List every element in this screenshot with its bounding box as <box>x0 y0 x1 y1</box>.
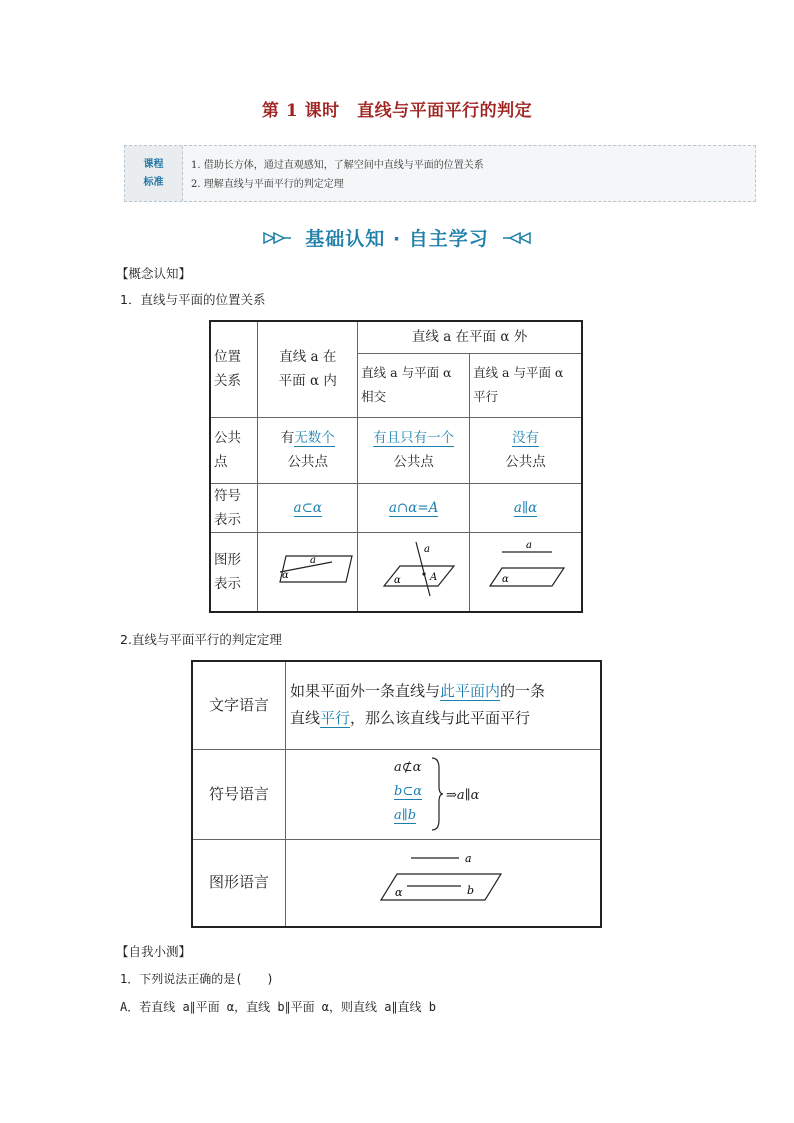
cell-intersect-common: 有且只有一个 公共点 <box>358 417 470 483</box>
svg-text:α: α <box>501 573 509 585</box>
svg-text:a: a <box>465 852 472 866</box>
position-relation-table <box>209 320 583 613</box>
cell-parallel-common: 没有 公共点 <box>470 417 582 483</box>
answer-blank: 平行 <box>320 709 351 728</box>
svg-text:b: b <box>467 884 475 898</box>
cell-theorem-text: 如果平面外一条直线与此平面内的一条 直线平行，那么该直线与此平面平行 <box>286 661 602 749</box>
concept-header: 【概念认知】 <box>116 266 192 281</box>
section1-title: 1．直线与平面的位置关系 <box>120 292 266 307</box>
section-banner <box>0 224 794 251</box>
row-header-symbol: 符号 表示 <box>210 483 258 532</box>
col-outside-plane: 直线 a 在平面 α 外 <box>358 321 582 353</box>
answer-blank: 无数个 <box>294 430 335 446</box>
course-standard-box <box>124 145 756 202</box>
svg-text:α: α <box>281 569 289 581</box>
row-header-relation: 位置 关系 <box>210 321 258 417</box>
figure-theorem <box>373 850 513 906</box>
svg-text:a: a <box>309 554 316 566</box>
cell-figure-intersect <box>358 532 470 612</box>
cell-symbol-in <box>258 483 358 532</box>
row-header-symbol-language: 符号语言 <box>192 749 286 839</box>
answer-blank: a∥b <box>394 808 417 823</box>
banner-text: 基础认知 · 自主学习 <box>305 228 489 250</box>
cell-figure-parallel <box>470 532 582 612</box>
answer-blank: a∩α=A <box>388 499 439 516</box>
page-title: 第 1 课时 直线与平面平行的判定 <box>261 101 533 121</box>
svg-text:α: α <box>395 886 403 900</box>
row-header-figure-language: 图形语言 <box>192 839 286 927</box>
svg-text:a: a <box>525 539 532 551</box>
standard-item: 1. 借助长方体，通过直观感知，了解空间中直线与平面的位置关系 <box>191 160 484 171</box>
row-header-figure: 图形 表示 <box>210 532 258 612</box>
theorem-conclusion: ⇒a∥α <box>446 788 480 803</box>
col-parallel: 直线 a 与平面 α 平行 <box>470 353 582 417</box>
col-intersect: 直线 a 与平面 α 相交 <box>358 353 470 417</box>
answer-blank: a⊂α <box>293 499 323 516</box>
row-header-common-points: 公共 点 <box>210 417 258 483</box>
course-standard-items <box>191 156 484 194</box>
question-1: 1．下列说法正确的是( ) <box>120 972 274 986</box>
row-header-text-language: 文字语言 <box>192 661 286 749</box>
cell-symbol-intersect <box>358 483 470 532</box>
answer-blank: b⊂α <box>394 784 422 799</box>
cell-theorem-figure <box>286 839 602 927</box>
self-test-header: 【自我小测】 <box>116 944 192 959</box>
figure-line-in-plane <box>262 548 354 588</box>
svg-text:α: α <box>393 574 401 586</box>
svg-text:A: A <box>429 571 437 583</box>
cell-in-common: 有无数个 公共点 <box>258 417 358 483</box>
col-in-plane: 直线 a 在 平面 α 内 <box>258 321 358 417</box>
arrow-left-deco-icon <box>502 231 532 245</box>
cell-theorem-symbol: a⊄α b⊂α a∥b ⇒a∥α <box>286 749 602 839</box>
standard-item: 2. 理解直线与平面平行的判定定理 <box>191 179 344 190</box>
course-standard-label: 课程 标准 <box>125 146 183 201</box>
theorem-table <box>191 660 602 928</box>
answer-blank: 此平面内 <box>440 682 501 701</box>
cell-symbol-parallel <box>470 483 582 532</box>
cell-figure-in <box>258 532 358 612</box>
svg-text:a: a <box>423 543 430 555</box>
answer-blank: a∥α <box>513 499 538 516</box>
figure-line-intersect-plane <box>368 538 460 598</box>
brace-icon <box>430 756 444 832</box>
figure-line-parallel-plane <box>480 538 572 598</box>
question-1-option-a: A．若直线 a∥平面 α，直线 b∥平面 α，则直线 a∥直线 b <box>120 1000 436 1014</box>
arrow-right-deco-icon <box>262 231 292 245</box>
answer-blank: 有且只有一个 <box>373 430 455 446</box>
section2-title: 2.直线与平面平行的判定定理 <box>120 632 282 647</box>
answer-blank: 没有 <box>512 430 540 446</box>
